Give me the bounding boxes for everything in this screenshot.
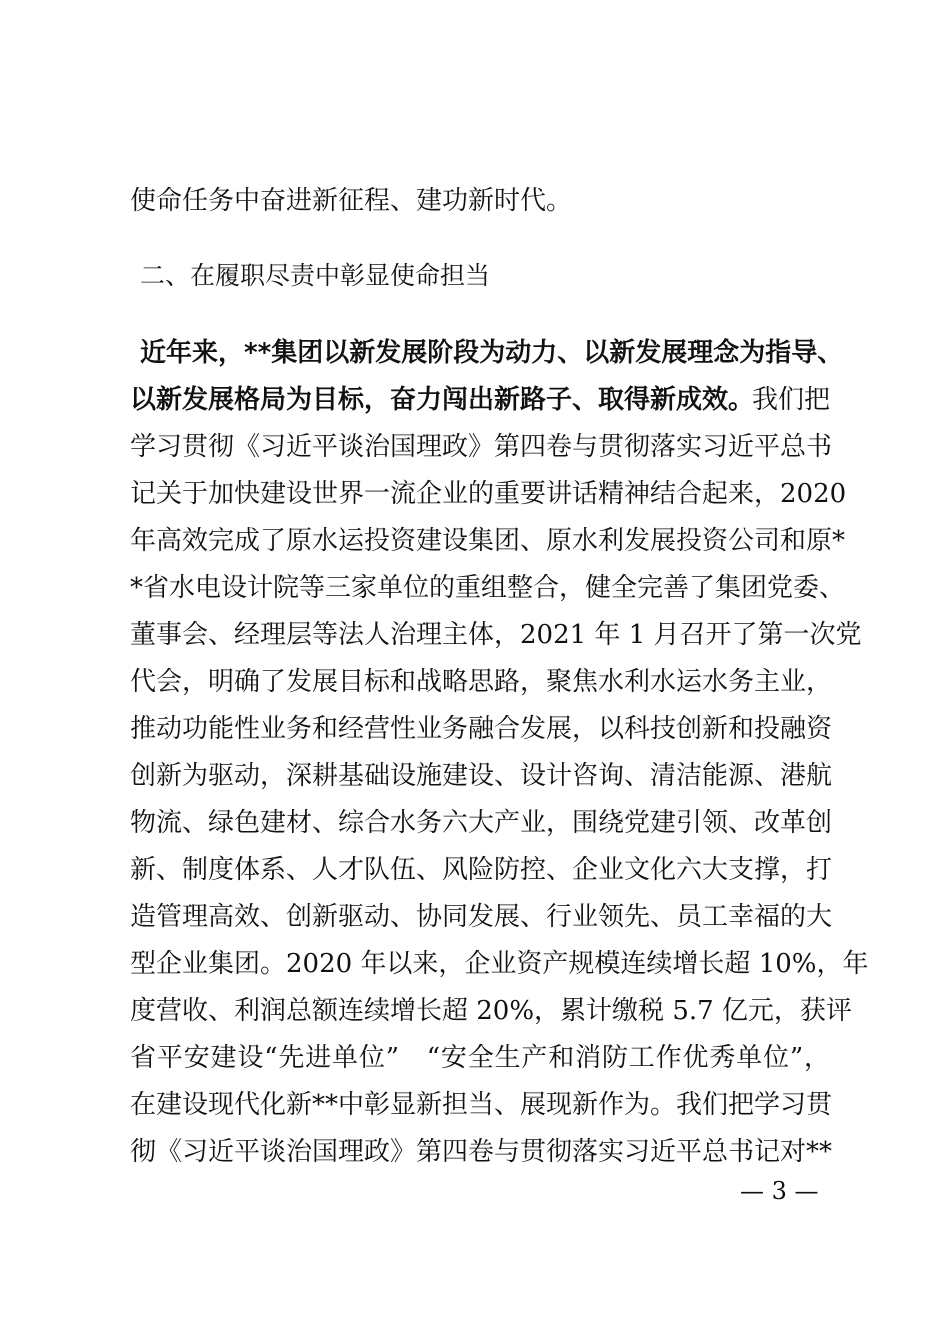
paragraph-line: 造管理高效、创新驱动、协同发展、行业领先、员工幸福的大 <box>130 902 833 932</box>
paragraph-line: 年高效完成了原水运投资建设集团、原水利发展投资公司和原* <box>130 526 846 556</box>
paragraph-line: 型企业集团。2020 年以来，企业资产规模连续增长超 10%，年 <box>130 949 869 979</box>
paragraph-line: 使命任务中奋进新征程、建功新时代。 <box>130 186 573 216</box>
page-number: — 3 — <box>740 1177 819 1205</box>
paragraph-line: 度营收、利润总额连续增长超 20%，累计缴税 5.7 亿元，获评 <box>130 996 852 1026</box>
paragraph-line: 董事会、经理层等法人治理主体，2021 年 1 月召开了第一次党 <box>130 620 862 650</box>
paragraph-line-mixed <box>130 383 830 417</box>
paragraph-line: *省水电设计院等三家单位的重组整合，健全完善了集团党委、 <box>130 573 846 603</box>
bold-lead-text: 以新发展格局为目标，奋力闯出新路子、取得新成效。 <box>130 385 755 415</box>
section-heading: 二、在履职尽责中彰显使命担当 <box>140 261 491 290</box>
paragraph-text: 我们把 <box>751 385 830 415</box>
paragraph-line: 省平安建设“先进单位” “安全生产和消防工作优秀单位”， <box>130 1043 830 1073</box>
paragraph-line: 在建设现代化新**中彰显新担当、展现新作为。我们把学习贯 <box>130 1090 833 1120</box>
bold-lead-line: 近年来，**集团以新发展阶段为动力、以新发展理念为指导、 <box>140 338 844 368</box>
paragraph-line: 新、制度体系、人才队伍、风险防控、企业文化六大支撑，打 <box>130 855 833 885</box>
paragraph-line: 学习贯彻《习近平谈治国理政》第四卷与贯彻落实习近平总书 <box>130 432 833 462</box>
paragraph-line: 推动功能性业务和经营性业务融合发展，以科技创新和投融资 <box>130 714 833 744</box>
paragraph-line: 物流、绿色建材、综合水务六大产业，围绕党建引领、改革创 <box>130 808 833 838</box>
paragraph-line: 记关于加快建设世界一流企业的重要讲话精神结合起来，2020 <box>130 479 847 509</box>
paragraph-line: 代会，明确了发展目标和战略思路，聚焦水利水运水务主业， <box>130 667 833 697</box>
paragraph-line: 彻《习近平谈治国理政》第四卷与贯彻落实习近平总书记对** <box>130 1137 833 1167</box>
paragraph-line: 创新为驱动，深耕基础设施建设、设计咨询、清洁能源、港航 <box>130 761 833 791</box>
